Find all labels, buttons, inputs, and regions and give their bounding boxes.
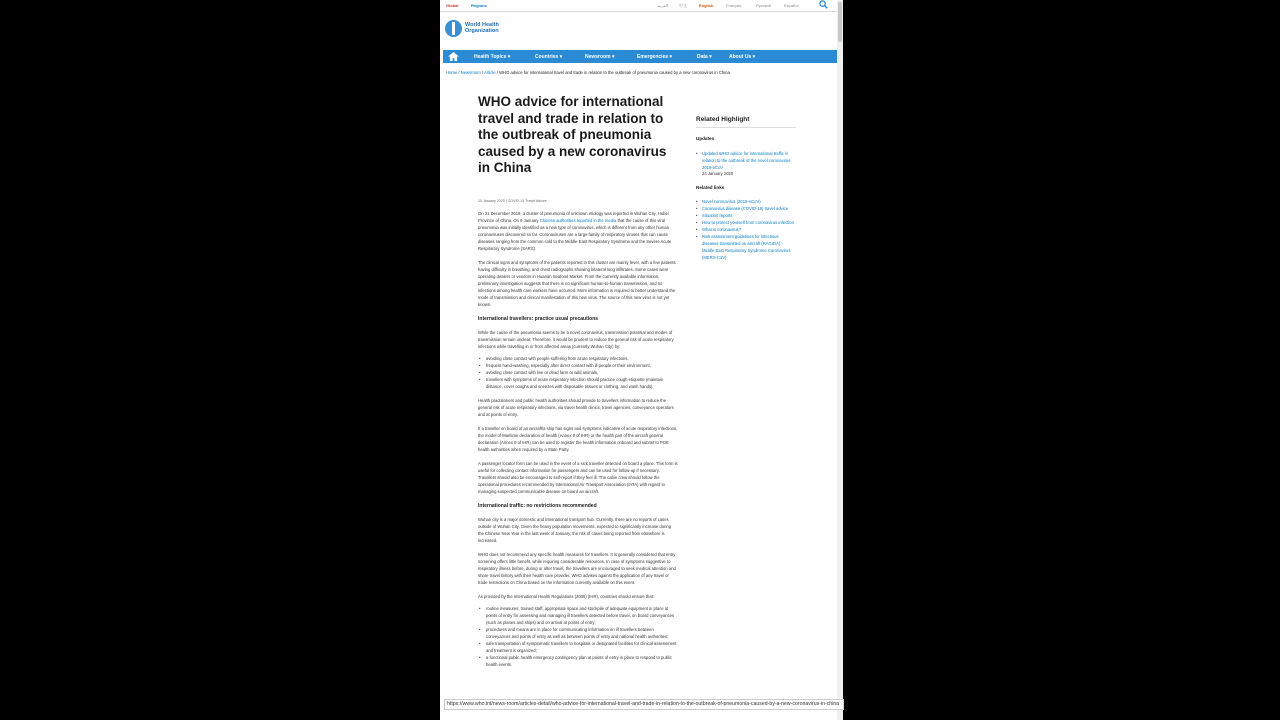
paragraph: Health practitioners and public health authorities should provide to travellers information to reduce the general risk of acute respiratory infections, via travel health clinics, travel agencies, conveyance operators and at points of entry. <box>478 397 674 417</box>
paragraph: As provided by the International Health Regulations (2005) (IHR), countries should ensure that: <box>478 593 654 599</box>
breadcrumb: Home / Newsroom / Article / WHO advice for international travel and trade in relation to the outbreak of pneumonia caused by a new coronavirus in China <box>446 70 730 75</box>
list-item: • safe transportation of symptomatic travellers to hospitals or designated facilities for clinical assessment and treatment is organized; <box>484 640 678 654</box>
breadcrumb-current: WHO advice for international travel and trade in relation to the outbreak of pneumonia caused by a new coronavirus in China <box>499 70 730 75</box>
lang-english[interactable]: English <box>699 3 714 8</box>
who-logo-text: World Health Organization <box>465 22 499 34</box>
list-item: • a functional public health emergency contingency plan at points of entry in place to respond to public health events. <box>484 654 678 668</box>
nav-emergencies[interactable]: Emergencies ▾ <box>637 54 673 60</box>
list-item: • avoiding close contact with live or dead farm or wild animals, <box>484 369 678 376</box>
page-scrollbar[interactable] <box>837 0 843 720</box>
sidebar-heading: Related Highlight <box>696 116 796 128</box>
lang-russian[interactable]: Русский <box>756 3 771 8</box>
sidebar <box>696 116 796 261</box>
search-icon[interactable] <box>819 0 828 9</box>
update-date: 24 January 2020 <box>702 171 734 176</box>
list-item: • frequent hand-washing, especially after direct contact with ill people or their environment, <box>484 362 678 369</box>
lang-chinese[interactable]: 中文 <box>679 3 687 8</box>
nav-data[interactable]: Data ▾ <box>697 54 712 60</box>
who-emblem-icon <box>445 20 462 37</box>
list-item: • routine measures, trained staff, appropriate space and stockpile of adequate equipment in place at points of entry for assessing and managing ill travellers detected before travel, on board conveyances (such as planes and ships) and on arrival at points of entry; <box>484 605 678 626</box>
lang-arabic[interactable]: العربية <box>657 3 668 8</box>
ihr-measures-list <box>478 605 678 668</box>
update-link[interactable]: • Updated WHO advice for international traffic in relation to the outbreak of the novel coronavirus 2019-nCoV <box>696 150 796 171</box>
lang-french[interactable]: Français <box>726 3 742 8</box>
list-item: • avoiding close contact with people suffering from acute respiratory infections, <box>484 355 678 362</box>
section-heading-traffic: International traffic: no restrictions recommended <box>478 502 597 509</box>
list-item: • travellers with symptoms of acute respiratory infection should practice cough etiquette (maintain distance, cover coughs and sneezes with disposable tissues or clothing, and wash hands). <box>484 376 678 390</box>
updates-label: Updates <box>696 136 715 141</box>
related-link[interactable]: • How to protect yourself from coronavirus infection <box>696 219 796 226</box>
related-link[interactable]: • Situation reports <box>696 212 796 219</box>
precautions-list <box>478 355 678 390</box>
related-link[interactable]: • Novel coronavirus (2019-nCoV) <box>696 198 796 205</box>
breadcrumb-article[interactable]: Article <box>483 70 496 75</box>
chinese-authorities-link[interactable]: Chinese authorities reported in the media <box>539 217 617 223</box>
related-links-label: Related links <box>696 185 725 190</box>
list-item: • procedures and means are in place for communicating information on ill travellers between conveyances and points of entry as well as between points of entry and national health authorities; <box>484 626 678 640</box>
paragraph: If a traveller on board of an aircraft/a ship has signs and symptoms indicative of acute respiratory infections, the model of Maritime declaration of health (Annex 8 of IHR) or the health part of the aircraft general declaration (Annex 9 of IHR) can be used to register the health information onboard and submit to POE health authorities when required by a State Party. <box>478 425 678 452</box>
home-icon[interactable] <box>448 52 459 61</box>
nav-about-us[interactable]: About Us ▾ <box>729 54 756 60</box>
lang-spanish[interactable]: Español <box>784 3 799 8</box>
related-link[interactable]: • Coronavirus disease (COVID-19) travel advice <box>696 205 796 212</box>
related-links-list <box>696 198 796 261</box>
who-logo[interactable] <box>445 20 505 40</box>
nav-newsroom[interactable]: Newsroom ▾ <box>585 54 615 60</box>
paragraph: WHO does not recommend any specific health measures for travellers. It is generally considered that entry screening offers little benefit, while requiring considerable resources. In case of symptoms suggestive to respiratory illness before, during or after travel, the travellers are encouraged to seek medical attention and share travel history with their health care provider. WHO advises against the application of any travel or trade restrictions on China based on the information currently available on this event. <box>478 551 676 585</box>
article-meta: 10 January 2020 | COVID-19 Travel Advice <box>478 198 547 203</box>
nav-countries[interactable]: Countries ▾ <box>535 54 563 60</box>
breadcrumb-newsroom[interactable]: Newsroom <box>460 70 481 75</box>
related-link[interactable]: • What is coronavirus? <box>696 226 796 233</box>
global-link[interactable]: Global <box>446 3 459 8</box>
status-bar-url: https://www.who.int/news-room/articles-detail/who-advice-for-international-travel-and-trade-in-relation-to-the-outbreak-of-pneumonia-caused-by-a-new-coronavirus-in-china <box>444 699 844 710</box>
main-nav <box>443 50 837 63</box>
browser-page <box>440 0 837 720</box>
paragraph: A passenger locator form can be used in the event of a sick traveller detected on board a plane. This form is useful for collecting contact information for passengers and can be used for follow-up if necessary. Travellers should also be encouraged to self-report if they feel ill. The cabin crew should follow the operational procedures recommended by International Air Transport Association (IATA) with regard to managing suspected communicable disease on board an aircraft. <box>478 460 678 494</box>
article <box>478 94 678 668</box>
paragraph: Wuhan city is a major domestic and international transport hub. Currently, there are no reports of cases outside of Wuhan City. Given the heavy population movements, expected to significantly increase during the Chinese New Year in the last week of January, the risk of cases being reported from elsewhere is increased. <box>478 516 672 543</box>
top-bar <box>440 0 837 12</box>
related-link[interactable]: • Risk assessment guidelines for infectious diseases transmitted on aircraft (RAGIDA) - Middle East Respiratory Syndrome Coronavirus (MERS-CoV) <box>696 233 796 261</box>
nav-health-topics[interactable]: Health Topics ▾ <box>474 54 511 60</box>
paragraph: While the cause of the pneumonia seems to be a novel coronavirus, transmission potential and modes of transmission remain unclear. Therefore, it would be prudent to reduce the general risk of acute respiratory infections while travelling in or from affected areas (currently Wuhan City) by: <box>478 329 674 349</box>
breadcrumb-home[interactable]: Home <box>446 70 458 75</box>
page-title: WHO advice for international travel and trade in relation to the outbreak of pneumonia caused by a new coronavirus in China <box>478 94 667 176</box>
section-heading-travellers: International travellers: practice usual precautions <box>478 315 599 322</box>
paragraph: The clinical signs and symptoms of the patients reported in this cluster are mainly fever, with a few patients having difficulty in breathing, and chest radiographs showing bilateral lung infiltrates. Some cases were operating dealers or vendors in Huanan Seafood Market. From the currently available information, preliminary investigation suggests that there is no significant human-to-human transmission, and no infections among health care workers have occurred. More information is required to better understand the mode of transmission and clinical manifestation of this new virus. The source of this new virus is not yet known. <box>478 259 676 307</box>
regions-menu[interactable]: Regions <box>471 3 487 8</box>
scrollbar-thumb[interactable] <box>838 2 842 42</box>
paragraph: On 31 December 2019, a cluster of pneumonia of unknown etiology was reported in Wuhan City, Hubei Province of China. On 9 January Chinese authorities reported in the media that the cause of this viral pneumonia was initially identified as a new type of coronavirus, which is different from any other human coronaviruses discovered so far. Coronaviruses are a large family of respiratory viruses that can cause diseases ranging from the common cold to the Middle-East Respiratory Syndrome and the Severe Acute Respiratory Syndrome (SARS). <box>478 210 672 251</box>
